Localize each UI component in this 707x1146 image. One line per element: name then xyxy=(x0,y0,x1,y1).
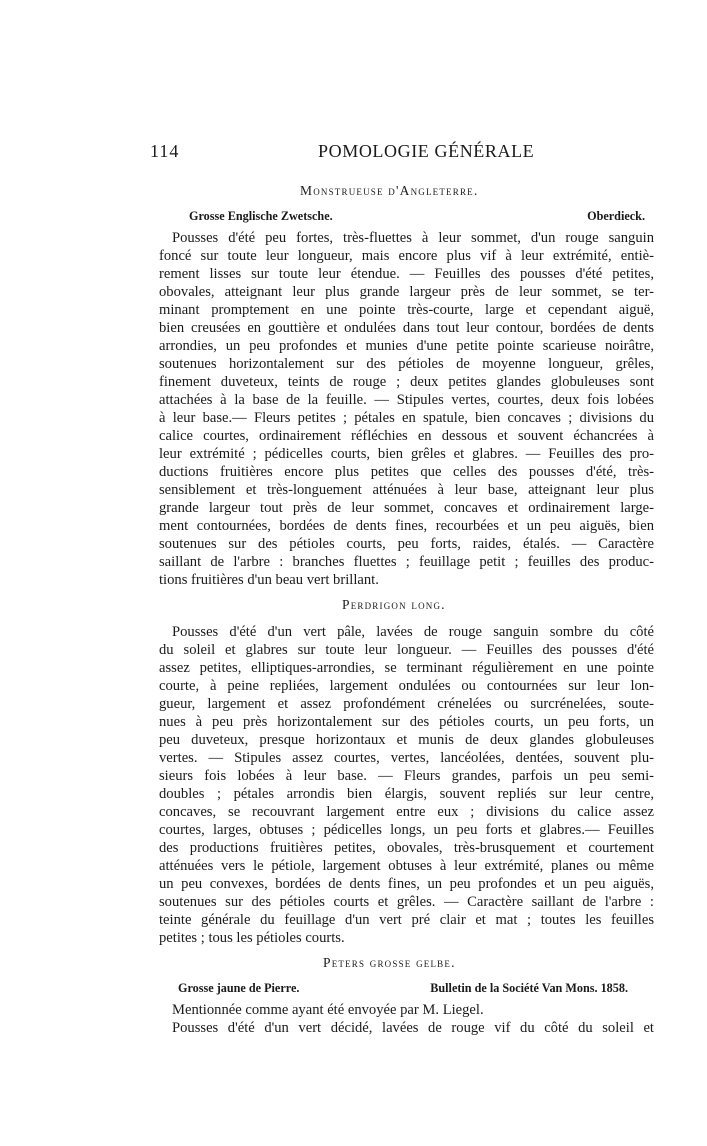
body-line: courte, à peine repliées, largement ondulées ou contournées sur leur lon- xyxy=(159,678,654,694)
body-line: soutenues sur des pétioles courts et grêles. — Caractère saillant de l'arbre : xyxy=(159,894,654,910)
body-line: Mentionnée comme ayant été envoyée par M. Liegel. xyxy=(172,1002,484,1018)
body-line: ment contournées, bordées de dents fines, recourbées et un peu aiguës, bien xyxy=(159,518,654,534)
body-line: teinte générale du feuillage d'un vert pré clair et mat ; toutes les feuilles xyxy=(159,912,654,928)
body-line: assez petites, elliptiques-arrondies, se terminant régulièrement en une pointe xyxy=(159,660,654,676)
body-line: leur extrémité ; pédicelles courts, bien grêles et glabres. — Feuilles des pro- xyxy=(159,446,654,462)
body-line: foncé sur toute leur longueur, mais encore plus vif à leur extrémité, entiè- xyxy=(159,248,654,264)
page-header xyxy=(150,141,665,165)
body-line: tions fruitières d'un beau vert brillant. xyxy=(159,572,379,588)
synonym-right: Bulletin de la Société Van Mons. 1858. xyxy=(430,981,628,995)
section-title-peters: Peters grosse gelbe. xyxy=(323,955,456,970)
body-line: bien creusées en gouttière et ondulées dans tout leur contour, bordées de dents xyxy=(159,320,654,336)
body-line: sensiblement et très-longuement atténuées à leur base, atteignant leur plus xyxy=(159,482,654,498)
body-line: peu duveteux, presque horizontaux et munis de deux glandes globuleuses xyxy=(159,732,654,748)
body-line: grande largeur tout près de leur sommet, concaves et ordinairement large- xyxy=(159,500,654,516)
synonym-left: Grosse Englische Zwetsche. xyxy=(189,209,333,223)
page-number: 114 xyxy=(150,141,180,161)
body-line: Pousses d'été peu fortes, très-fluettes à leur sommet, d'un rouge sanguin xyxy=(172,230,654,246)
body-line: atténuées vers le pétiole, largement obtuses à leur extrémité, planes ou même xyxy=(159,858,654,874)
body-line: rement lisses sur toute leur étendue. — Feuilles des pousses d'été petites, xyxy=(159,266,654,282)
body-line: petites ; tous les pétioles courts. xyxy=(159,930,345,946)
synonym-right: Oberdieck. xyxy=(587,209,645,223)
body-line: doubles ; pétales arrondis bien élargis, souvent repliés sur leur centre, xyxy=(159,786,654,802)
synonym-left: Grosse jaune de Pierre. xyxy=(178,981,300,995)
body-line: attachées à la base de la feuille. — Stipules vertes, courtes, deux fois lobées xyxy=(159,392,654,408)
body-line: Pousses d'été d'un vert décidé, lavées de rouge vif du côté du soleil et xyxy=(172,1020,654,1036)
body-line: saillant de l'arbre : branches fluettes ; feuillage petit ; feuilles des produc- xyxy=(159,554,654,570)
body-line: nues à peu près horizontalement sur des pétioles courts, un peu forts, un xyxy=(159,714,654,730)
section-title-perdrigon: Perdrigon long. xyxy=(342,597,446,612)
body-line: gueur, largement et assez profondément crénelées ou surcrénelées, soute- xyxy=(159,696,654,712)
body-line: soutenues sur des pétioles courts, peu forts, raides, étalés. — Caractère xyxy=(159,536,654,552)
body-line: arrondies, un peu profondes et munies d'une petite pointe scarieuse noirâtre, xyxy=(159,338,654,354)
body-line: vertes. — Stipules assez courtes, vertes, lancéolées, dentées, souvent plu- xyxy=(159,750,654,766)
body-line: des productions fruitières petites, obovales, très-brusquement et courtement xyxy=(159,840,654,856)
body-line: courtes, larges, obtuses ; pédicelles longs, un peu forts et glabres.— Feuilles xyxy=(159,822,654,838)
body-line: Pousses d'été d'un vert pâle, lavées de rouge sanguin sombre du côté xyxy=(172,624,654,640)
body-line: concaves, se recouvrant largement entre eux ; divisions du calice assez xyxy=(159,804,654,820)
section-title-monstrueuse: Monstrueuse d'Angleterre. xyxy=(300,183,479,198)
body-line: calice courtes, ordinairement réfléchies en dessous et souvent échancrées à xyxy=(159,428,654,444)
body-line: ductions fruitières encore plus petites que celles des pousses d'été, très- xyxy=(159,464,654,480)
body-line: obovales, atteignant leur plus grande largeur près de leur sommet, se ter- xyxy=(159,284,654,300)
body-line: à leur base.— Fleurs petites ; pétales en spatule, bien concaves ; divisions du xyxy=(159,410,654,426)
body-line: du soleil et glabres sur toute leur longueur. — Feuilles des pousses d'été xyxy=(159,642,654,658)
body-line: un peu convexes, bordées de dents fines, un peu profondes et un peu aiguës, xyxy=(159,876,654,892)
body-line: soutenues horizontalement sur des pétioles de moyenne longueur, grêles, xyxy=(159,356,654,372)
body-line: finement duveteux, teints de rouge ; deux petites glandes globuleuses sont xyxy=(159,374,654,390)
running-title: POMOLOGIE GÉNÉRALE xyxy=(318,141,535,161)
body-line: minant promptement en une pointe très-courte, large et cependant aiguë, xyxy=(159,302,654,318)
body-line: sieurs fois lobées à leur base. — Fleurs grandes, parfois un peu semi- xyxy=(159,768,654,784)
